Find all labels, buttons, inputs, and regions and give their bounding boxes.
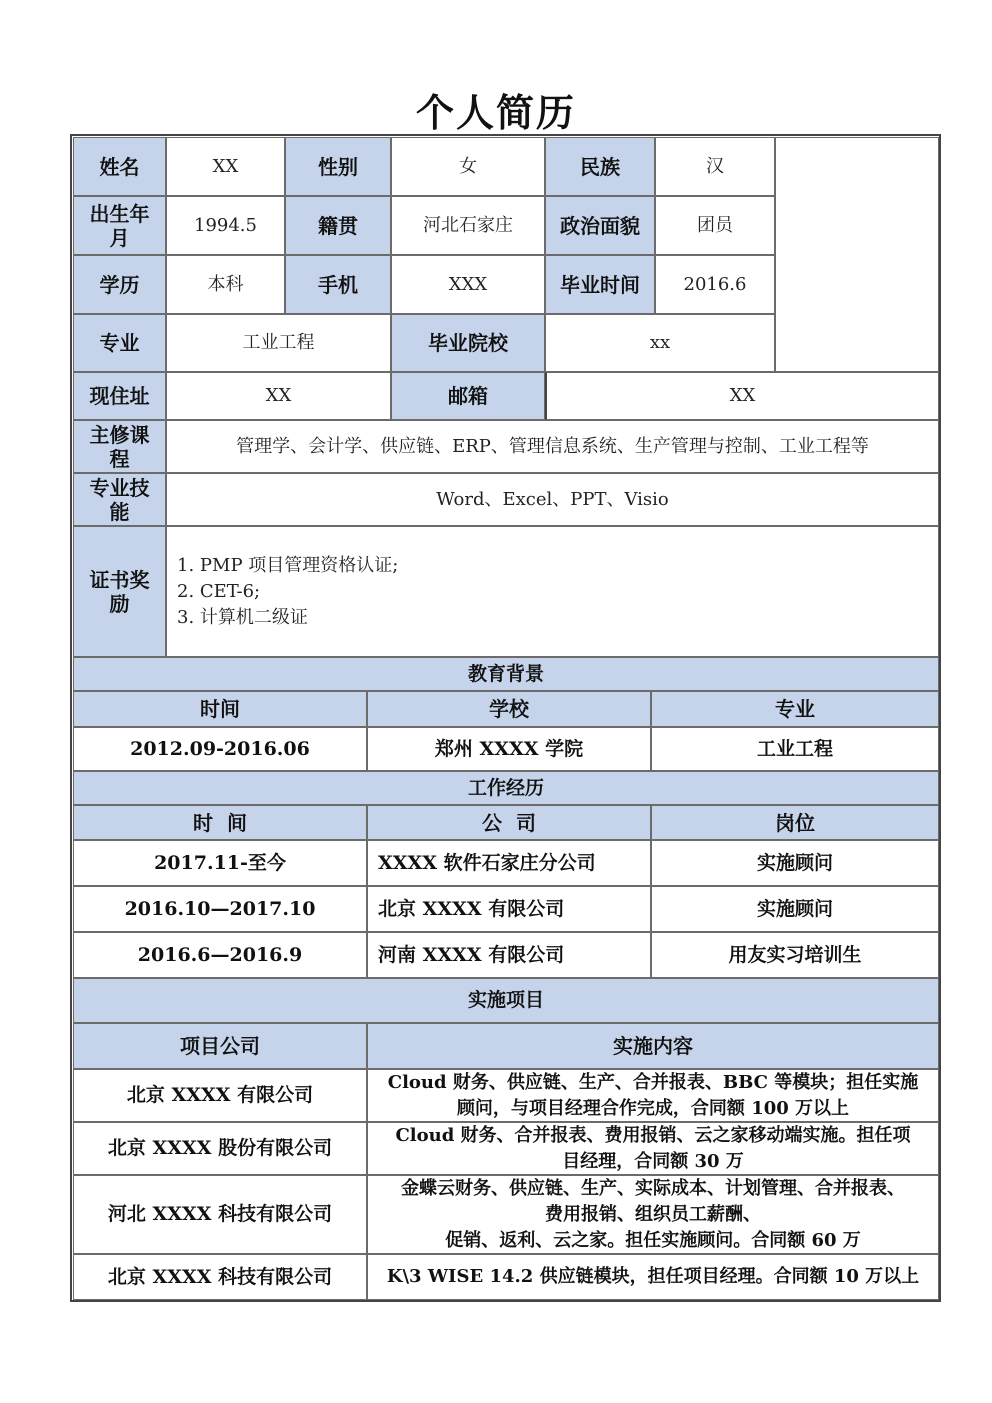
project-content-line: 促销、返利、云之家。担任实施顾问。合同额 60 万: [445, 1229, 861, 1251]
certificate-item: 1. PMP 项目管理资格认证;: [177, 555, 399, 576]
certificates-list: [166, 526, 939, 657]
education-school: 郑州 XXXX 学院: [367, 727, 651, 771]
page-title: 个人简历: [415, 90, 576, 135]
work-company: XXXX 软件石家庄分公司: [367, 840, 651, 886]
photo-area: [775, 137, 939, 372]
phone-label: 手机: [285, 255, 391, 314]
skills-value: Word、Excel、PPT、Visio: [166, 473, 939, 526]
project-content-line: 费用报销、组织员工薪酬、: [545, 1203, 761, 1225]
certificate-item: 2. CET-6;: [177, 581, 261, 602]
project-content: [367, 1175, 939, 1254]
work-header-company: 公 司: [367, 805, 651, 840]
education-section-title: 教育背景: [73, 657, 939, 691]
work-header-position: 岗位: [651, 805, 939, 840]
skills-label: 专业技能: [73, 473, 166, 526]
education-label: 学历: [73, 255, 166, 314]
birth-label: 出生年月: [73, 196, 166, 255]
work-time: 2016.10—2017.10: [73, 886, 367, 932]
work-section-title: 工作经历: [73, 771, 939, 805]
project-content: [367, 1254, 939, 1300]
phone-value: XXX: [391, 255, 545, 314]
address-label: 现住址: [73, 372, 166, 420]
project-company: 北京 XXXX 科技有限公司: [73, 1254, 367, 1300]
certificates-label: 证书奖励: [73, 526, 166, 657]
work-position: 实施顾问: [651, 840, 939, 886]
address-value: XX: [166, 372, 391, 420]
project-company: 河北 XXXX 科技有限公司: [73, 1175, 367, 1254]
project-company: 北京 XXXX 股份有限公司: [73, 1122, 367, 1175]
certificate-item: 3. 计算机二级证: [177, 607, 308, 628]
project-content-line: Cloud 财务、供应链、生产、合并报表、BBC 等模块；担任实施: [387, 1071, 919, 1093]
projects-section-title: 实施项目: [73, 978, 939, 1023]
political-label: 政治面貌: [545, 196, 655, 255]
work-header-time: 时 间: [73, 805, 367, 840]
project-content-line: 金蝶云财务、供应链、生产、实际成本、计划管理、合并报表、: [401, 1177, 905, 1199]
project-content-line: 目经理，合同额 30 万: [562, 1150, 744, 1172]
work-time: 2016.6—2016.9: [73, 932, 367, 978]
projects-header-company: 项目公司: [73, 1023, 367, 1069]
work-position: 实施顾问: [651, 886, 939, 932]
project-content: [367, 1069, 939, 1122]
project-content-line: Cloud 财务、合并报表、费用报销、云之家移动端实施。担任项: [395, 1124, 911, 1146]
education-major: 工业工程: [651, 727, 939, 771]
projects-header-content: 实施内容: [367, 1023, 939, 1069]
work-time: 2017.11-至今: [73, 840, 367, 886]
project-content-line: K\3 WISE 14.2 供应链模块，担任项目经理。合同额 10 万以上: [386, 1266, 920, 1287]
ethnic-label: 民族: [545, 137, 655, 196]
gender-value: 女: [391, 137, 545, 196]
work-position: 用友实习培训生: [651, 932, 939, 978]
native-label: 籍贯: [285, 196, 391, 255]
project-content-line: 顾问，与项目经理合作完成，合同额 100 万以上: [456, 1097, 850, 1119]
work-company: 河南 XXXX 有限公司: [367, 932, 651, 978]
birth-value: 1994.5: [166, 196, 285, 255]
school-label: 毕业院校: [391, 314, 545, 372]
ethnic-value: 汉: [655, 137, 775, 196]
name-label: 姓名: [73, 137, 166, 196]
school-value: xx: [545, 314, 775, 372]
courses-label: 主修课程: [73, 420, 166, 473]
project-content: [367, 1122, 939, 1175]
education-header-major: 专业: [651, 691, 939, 727]
education-value: 本科: [166, 255, 285, 314]
political-value: 团员: [655, 196, 775, 255]
major-value: 工业工程: [166, 314, 391, 372]
email-label: 邮箱: [391, 372, 545, 420]
project-company: 北京 XXXX 有限公司: [73, 1069, 367, 1122]
gender-label: 性别: [285, 137, 391, 196]
education-header-time: 时间: [73, 691, 367, 727]
graduation-time-label: 毕业时间: [545, 255, 655, 314]
education-time: 2012.09-2016.06: [73, 727, 367, 771]
name-value: XX: [166, 137, 285, 196]
graduation-time-value: 2016.6: [655, 255, 775, 314]
courses-value: 管理学、会计学、供应链、ERP、管理信息系统、生产管理与控制、工业工程等: [166, 420, 939, 473]
education-header-school: 学校: [367, 691, 651, 727]
email-value: XX: [545, 372, 939, 420]
native-value: 河北石家庄: [391, 196, 545, 255]
work-company: 北京 XXXX 有限公司: [367, 886, 651, 932]
major-label: 专业: [73, 314, 166, 372]
